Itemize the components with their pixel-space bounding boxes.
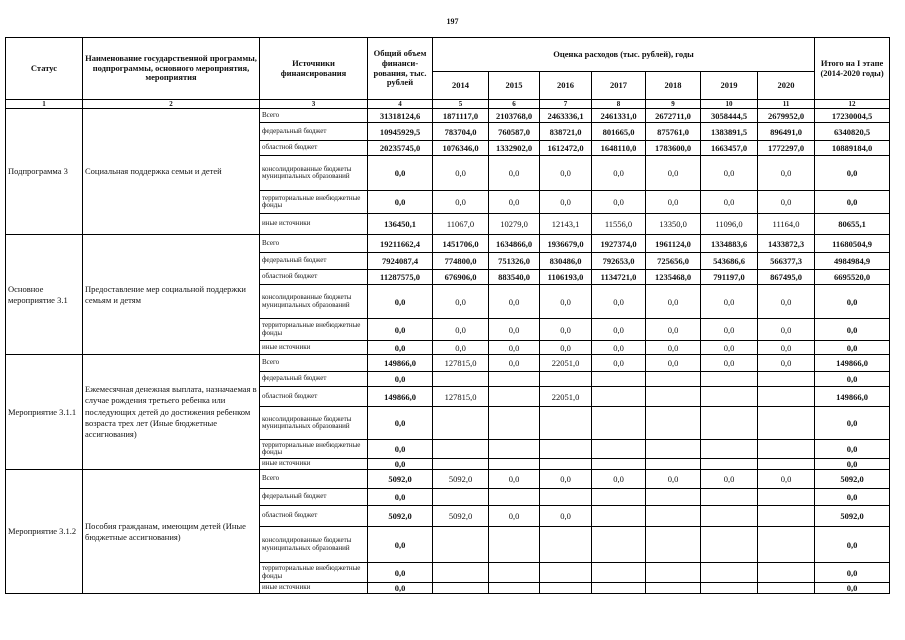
- year-value-cell: 0,0: [758, 355, 815, 372]
- year-value-cell: [433, 440, 489, 459]
- stage-total-cell: 0,0: [815, 191, 890, 214]
- source-municipal-budgets: консолидированные бюджеты муниципальных образований: [260, 527, 368, 563]
- source-regional-budget: областной бюджет: [260, 141, 368, 156]
- column-number: 1: [6, 100, 83, 109]
- total-volume-cell: 0,0: [368, 372, 433, 387]
- header-year: 2019: [701, 72, 758, 100]
- year-value-cell: [540, 459, 592, 470]
- year-value-cell: 725656,0: [646, 253, 701, 270]
- header-year: 2018: [646, 72, 701, 100]
- stage-total-cell: 0,0: [815, 440, 890, 459]
- column-number: 3: [260, 100, 368, 109]
- year-value-cell: 0,0: [433, 156, 489, 191]
- year-value-cell: [701, 387, 758, 407]
- year-value-cell: [701, 407, 758, 440]
- year-value-cell: [701, 506, 758, 527]
- year-value-cell: 0,0: [592, 470, 646, 489]
- year-value-cell: 875761,0: [646, 123, 701, 141]
- stage-total-cell: 0,0: [815, 459, 890, 470]
- year-value-cell: [489, 387, 540, 407]
- year-value-cell: 0,0: [758, 156, 815, 191]
- year-value-cell: 22051,0: [540, 355, 592, 372]
- year-value-cell: 1927374,0: [592, 235, 646, 253]
- year-value-cell: 0,0: [646, 470, 701, 489]
- year-value-cell: 0,0: [758, 470, 815, 489]
- source-territorial-funds: территориальные внебюджетные фонды: [260, 440, 368, 459]
- year-value-cell: [758, 506, 815, 527]
- year-value-cell: 1106193,0: [540, 270, 592, 285]
- stage-total-cell: 0,0: [815, 407, 890, 440]
- header-stage-total: Итого на I этапе (2014-2020 годы): [815, 38, 890, 100]
- stage-total-cell: 5092,0: [815, 470, 890, 489]
- year-value-cell: 0,0: [701, 470, 758, 489]
- year-value-cell: [433, 527, 489, 563]
- stage-total-cell: 17230004,5: [815, 109, 890, 123]
- year-value-cell: 1076346,0: [433, 141, 489, 156]
- year-value-cell: [646, 407, 701, 440]
- year-value-cell: 3058444,5: [701, 109, 758, 123]
- table-row: [6, 355, 890, 372]
- stage-total-cell: 0,0: [815, 489, 890, 506]
- year-value-cell: 127815,0: [433, 387, 489, 407]
- header-year: 2017: [592, 72, 646, 100]
- year-value-cell: 0,0: [540, 341, 592, 355]
- total-volume-cell: 20235745,0: [368, 141, 433, 156]
- header-spending-estimate: Оценка расходов (тыс. рублей), годы: [433, 38, 815, 72]
- year-value-cell: [592, 583, 646, 594]
- year-value-cell: 1383891,5: [701, 123, 758, 141]
- year-value-cell: 1634866,0: [489, 235, 540, 253]
- total-volume-cell: 149866,0: [368, 387, 433, 407]
- table-row: [6, 235, 890, 253]
- year-value-cell: 1663457,0: [701, 141, 758, 156]
- total-volume-cell: 11287575,0: [368, 270, 433, 285]
- header-total-volume: Общий объем финанси-рования, тыс. рублей: [368, 38, 433, 100]
- year-value-cell: 0,0: [701, 191, 758, 214]
- year-value-cell: 0,0: [592, 355, 646, 372]
- block-name: Ежемесячная денежная выплата, назначаемая в случае рождения третьего ребенка или последующих детей до достижения ребенком возраста трех лет (Иные бюджетные ассигнования): [83, 355, 260, 470]
- year-value-cell: 0,0: [701, 355, 758, 372]
- source-municipal-budgets: консолидированные бюджеты муниципальных образований: [260, 407, 368, 440]
- year-value-cell: [758, 563, 815, 583]
- year-value-cell: 0,0: [540, 470, 592, 489]
- year-value-cell: 0,0: [489, 191, 540, 214]
- header-year: 2020: [758, 72, 815, 100]
- year-value-cell: 1332902,0: [489, 141, 540, 156]
- source-municipal-budgets: консолидированные бюджеты муниципальных образований: [260, 285, 368, 319]
- year-value-cell: [592, 489, 646, 506]
- year-value-cell: 13350,0: [646, 214, 701, 235]
- page-number: 197: [446, 17, 459, 26]
- block-name: Пособия гражданам, имеющим детей (Иные бюджетные ассигнования): [83, 470, 260, 594]
- year-value-cell: 0,0: [489, 156, 540, 191]
- stage-total-cell: 0,0: [815, 527, 890, 563]
- year-value-cell: [489, 459, 540, 470]
- source-other: иные источники: [260, 341, 368, 355]
- year-value-cell: 0,0: [646, 156, 701, 191]
- column-number: 11: [758, 100, 815, 109]
- year-value-cell: 5092,0: [433, 506, 489, 527]
- source-total: Всего: [260, 470, 368, 489]
- year-value-cell: 1451706,0: [433, 235, 489, 253]
- year-value-cell: 1612472,0: [540, 141, 592, 156]
- header-year: 2014: [433, 72, 489, 100]
- stage-total-cell: 11680504,9: [815, 235, 890, 253]
- year-value-cell: 0,0: [489, 319, 540, 341]
- year-value-cell: 0,0: [489, 341, 540, 355]
- budget-table: [5, 37, 890, 594]
- year-value-cell: [758, 440, 815, 459]
- year-value-cell: 22051,0: [540, 387, 592, 407]
- source-other: иные источники: [260, 583, 368, 594]
- column-number: 12: [815, 100, 890, 109]
- header-year: 2015: [489, 72, 540, 100]
- stage-total-cell: 6695520,0: [815, 270, 890, 285]
- stage-total-cell: 0,0: [815, 319, 890, 341]
- year-value-cell: [758, 527, 815, 563]
- year-value-cell: [540, 583, 592, 594]
- year-value-cell: 0,0: [646, 191, 701, 214]
- header-sources: Источники финансирования: [260, 38, 368, 100]
- year-value-cell: 0,0: [540, 156, 592, 191]
- total-volume-cell: 0,0: [368, 440, 433, 459]
- year-value-cell: 783704,0: [433, 123, 489, 141]
- year-value-cell: 774800,0: [433, 253, 489, 270]
- total-volume-cell: 0,0: [368, 191, 433, 214]
- source-total: Всего: [260, 355, 368, 372]
- column-number-row: [6, 100, 890, 109]
- total-volume-cell: 19211662,4: [368, 235, 433, 253]
- year-value-cell: 792653,0: [592, 253, 646, 270]
- year-value-cell: [433, 459, 489, 470]
- year-value-cell: [646, 459, 701, 470]
- year-value-cell: 0,0: [701, 319, 758, 341]
- year-value-cell: [540, 407, 592, 440]
- year-value-cell: 0,0: [540, 285, 592, 319]
- year-value-cell: [489, 372, 540, 387]
- total-volume-cell: 0,0: [368, 285, 433, 319]
- year-value-cell: 0,0: [592, 319, 646, 341]
- stage-total-cell: 0,0: [815, 372, 890, 387]
- year-value-cell: 0,0: [646, 319, 701, 341]
- block-status: Подпрограмма 3: [6, 109, 83, 235]
- column-number: 8: [592, 100, 646, 109]
- source-other: иные источники: [260, 214, 368, 235]
- source-federal-budget: федеральный бюджет: [260, 489, 368, 506]
- column-number: 6: [489, 100, 540, 109]
- block-status: Мероприятие 3.1.1: [6, 355, 83, 470]
- year-value-cell: [592, 506, 646, 527]
- year-value-cell: [433, 372, 489, 387]
- stage-total-cell: 6340820,5: [815, 123, 890, 141]
- year-value-cell: 1871117,0: [433, 109, 489, 123]
- year-value-cell: 0,0: [433, 285, 489, 319]
- year-value-cell: 1936679,0: [540, 235, 592, 253]
- total-volume-cell: 0,0: [368, 563, 433, 583]
- total-volume-cell: 0,0: [368, 156, 433, 191]
- year-value-cell: 1783600,0: [646, 141, 701, 156]
- stage-total-cell: 4984984,9: [815, 253, 890, 270]
- year-value-cell: 11067,0: [433, 214, 489, 235]
- year-value-cell: 801665,0: [592, 123, 646, 141]
- year-value-cell: [540, 563, 592, 583]
- year-value-cell: 0,0: [592, 191, 646, 214]
- column-number: 10: [701, 100, 758, 109]
- year-value-cell: 2461331,0: [592, 109, 646, 123]
- year-value-cell: 1134721,0: [592, 270, 646, 285]
- year-value-cell: [646, 563, 701, 583]
- total-volume-cell: 31318124,6: [368, 109, 433, 123]
- year-value-cell: [646, 527, 701, 563]
- year-value-cell: [646, 583, 701, 594]
- total-volume-cell: 149866,0: [368, 355, 433, 372]
- stage-total-cell: 149866,0: [815, 355, 890, 372]
- year-value-cell: 1334883,6: [701, 235, 758, 253]
- year-value-cell: [646, 489, 701, 506]
- total-volume-cell: 0,0: [368, 407, 433, 440]
- year-value-cell: 0,0: [646, 285, 701, 319]
- year-value-cell: [592, 407, 646, 440]
- year-value-cell: 12143,1: [540, 214, 592, 235]
- source-federal-budget: федеральный бюджет: [260, 372, 368, 387]
- total-volume-cell: 5092,0: [368, 470, 433, 489]
- year-value-cell: 0,0: [489, 285, 540, 319]
- year-value-cell: [540, 489, 592, 506]
- total-volume-cell: 0,0: [368, 489, 433, 506]
- year-value-cell: 0,0: [758, 319, 815, 341]
- year-value-cell: [540, 372, 592, 387]
- year-value-cell: 127815,0: [433, 355, 489, 372]
- year-value-cell: 1772297,0: [758, 141, 815, 156]
- source-territorial-funds: территориальные внебюджетные фонды: [260, 563, 368, 583]
- stage-total-cell: 80655,1: [815, 214, 890, 235]
- year-value-cell: 0,0: [701, 285, 758, 319]
- stage-total-cell: 0,0: [815, 583, 890, 594]
- year-value-cell: [758, 387, 815, 407]
- year-value-cell: 10279,0: [489, 214, 540, 235]
- total-volume-cell: 0,0: [368, 341, 433, 355]
- year-value-cell: 791197,0: [701, 270, 758, 285]
- year-value-cell: 0,0: [646, 341, 701, 355]
- year-value-cell: 0,0: [592, 156, 646, 191]
- year-value-cell: 838721,0: [540, 123, 592, 141]
- year-value-cell: 0,0: [433, 191, 489, 214]
- block-status: Основное мероприятие 3.1: [6, 235, 83, 355]
- total-volume-cell: 10945929,5: [368, 123, 433, 141]
- year-value-cell: [701, 563, 758, 583]
- source-other: иные источники: [260, 459, 368, 470]
- year-value-cell: [489, 563, 540, 583]
- source-municipal-budgets: консолидированные бюджеты муниципальных образований: [260, 156, 368, 191]
- stage-total-cell: 149866,0: [815, 387, 890, 407]
- source-federal-budget: федеральный бюджет: [260, 123, 368, 141]
- column-number: 9: [646, 100, 701, 109]
- header-program-name: Наименование государственной программы, подпрограммы, основного мероприятия, мероприятия: [83, 38, 260, 100]
- year-value-cell: 0,0: [701, 156, 758, 191]
- year-value-cell: 0,0: [433, 341, 489, 355]
- stage-total-cell: 0,0: [815, 563, 890, 583]
- column-number: 5: [433, 100, 489, 109]
- total-volume-cell: 136450,1: [368, 214, 433, 235]
- stage-total-cell: 5092,0: [815, 506, 890, 527]
- year-value-cell: 2463336,1: [540, 109, 592, 123]
- column-number: 2: [83, 100, 260, 109]
- year-value-cell: 0,0: [592, 341, 646, 355]
- year-value-cell: 830486,0: [540, 253, 592, 270]
- total-volume-cell: 5092,0: [368, 506, 433, 527]
- year-value-cell: [540, 527, 592, 563]
- year-value-cell: [592, 563, 646, 583]
- year-value-cell: 5092,0: [433, 470, 489, 489]
- total-volume-cell: 0,0: [368, 459, 433, 470]
- year-value-cell: 676906,0: [433, 270, 489, 285]
- column-number: 4: [368, 100, 433, 109]
- block-status: Мероприятие 3.1.2: [6, 470, 83, 594]
- year-value-cell: [646, 506, 701, 527]
- year-value-cell: 543686,6: [701, 253, 758, 270]
- table-row: [6, 109, 890, 123]
- year-value-cell: [646, 440, 701, 459]
- year-value-cell: 0,0: [758, 285, 815, 319]
- year-value-cell: [489, 489, 540, 506]
- year-value-cell: [701, 440, 758, 459]
- year-value-cell: [646, 387, 701, 407]
- year-value-cell: [592, 372, 646, 387]
- source-regional-budget: областной бюджет: [260, 270, 368, 285]
- year-value-cell: 2679952,0: [758, 109, 815, 123]
- year-value-cell: 0,0: [433, 319, 489, 341]
- year-value-cell: [701, 459, 758, 470]
- year-value-cell: 2672711,0: [646, 109, 701, 123]
- year-value-cell: [701, 489, 758, 506]
- year-value-cell: 11164,0: [758, 214, 815, 235]
- year-value-cell: 0,0: [646, 355, 701, 372]
- stage-total-cell: 0,0: [815, 156, 890, 191]
- year-value-cell: 751326,0: [489, 253, 540, 270]
- source-federal-budget: федеральный бюджет: [260, 253, 368, 270]
- year-value-cell: [758, 489, 815, 506]
- stage-total-cell: 0,0: [815, 341, 890, 355]
- total-volume-cell: 0,0: [368, 583, 433, 594]
- year-value-cell: 11556,0: [592, 214, 646, 235]
- block-name: Предоставление мер социальной поддержки семьям и детям: [83, 235, 260, 355]
- year-value-cell: 0,0: [489, 470, 540, 489]
- year-value-cell: [592, 440, 646, 459]
- header-status: Статус: [6, 38, 83, 100]
- year-value-cell: 11096,0: [701, 214, 758, 235]
- year-value-cell: 760587,0: [489, 123, 540, 141]
- stage-total-cell: 0,0: [815, 285, 890, 319]
- year-value-cell: 896491,0: [758, 123, 815, 141]
- year-value-cell: [701, 583, 758, 594]
- year-value-cell: 0,0: [701, 341, 758, 355]
- year-value-cell: [646, 372, 701, 387]
- year-value-cell: [433, 563, 489, 583]
- source-territorial-funds: территориальные внебюджетные фонды: [260, 191, 368, 214]
- year-value-cell: 1648110,0: [592, 141, 646, 156]
- source-territorial-funds: территориальные внебюджетные фонды: [260, 319, 368, 341]
- year-value-cell: 1433872,3: [758, 235, 815, 253]
- total-volume-cell: 0,0: [368, 527, 433, 563]
- year-value-cell: 0,0: [489, 506, 540, 527]
- year-value-cell: [701, 527, 758, 563]
- year-value-cell: 0,0: [540, 506, 592, 527]
- year-value-cell: 867495,0: [758, 270, 815, 285]
- total-volume-cell: 7924087,4: [368, 253, 433, 270]
- year-value-cell: [433, 489, 489, 506]
- year-value-cell: [592, 387, 646, 407]
- year-value-cell: 0,0: [489, 355, 540, 372]
- table-body: [6, 109, 890, 594]
- table-row: [6, 470, 890, 489]
- year-value-cell: 0,0: [758, 341, 815, 355]
- year-value-cell: [592, 527, 646, 563]
- year-value-cell: [433, 583, 489, 594]
- year-value-cell: 0,0: [592, 285, 646, 319]
- year-value-cell: 2103768,0: [489, 109, 540, 123]
- year-value-cell: [433, 407, 489, 440]
- year-value-cell: [758, 583, 815, 594]
- year-value-cell: [758, 372, 815, 387]
- source-regional-budget: областной бюджет: [260, 387, 368, 407]
- year-value-cell: [758, 459, 815, 470]
- source-regional-budget: областной бюджет: [260, 506, 368, 527]
- year-value-cell: 1235468,0: [646, 270, 701, 285]
- year-value-cell: 1961124,0: [646, 235, 701, 253]
- year-value-cell: [489, 527, 540, 563]
- stage-total-cell: 10889184,0: [815, 141, 890, 156]
- year-value-cell: [592, 459, 646, 470]
- block-name: Социальная поддержка семьи и детей: [83, 109, 260, 235]
- year-value-cell: [489, 583, 540, 594]
- column-number: 7: [540, 100, 592, 109]
- header-year: 2016: [540, 72, 592, 100]
- year-value-cell: [489, 440, 540, 459]
- year-value-cell: [758, 407, 815, 440]
- source-total: Всего: [260, 235, 368, 253]
- year-value-cell: 566377,3: [758, 253, 815, 270]
- year-value-cell: [701, 372, 758, 387]
- year-value-cell: [540, 440, 592, 459]
- year-value-cell: 0,0: [540, 191, 592, 214]
- year-value-cell: 0,0: [758, 191, 815, 214]
- year-value-cell: 883540,0: [489, 270, 540, 285]
- year-value-cell: 0,0: [540, 319, 592, 341]
- total-volume-cell: 0,0: [368, 319, 433, 341]
- year-value-cell: [489, 407, 540, 440]
- source-total: Всего: [260, 109, 368, 123]
